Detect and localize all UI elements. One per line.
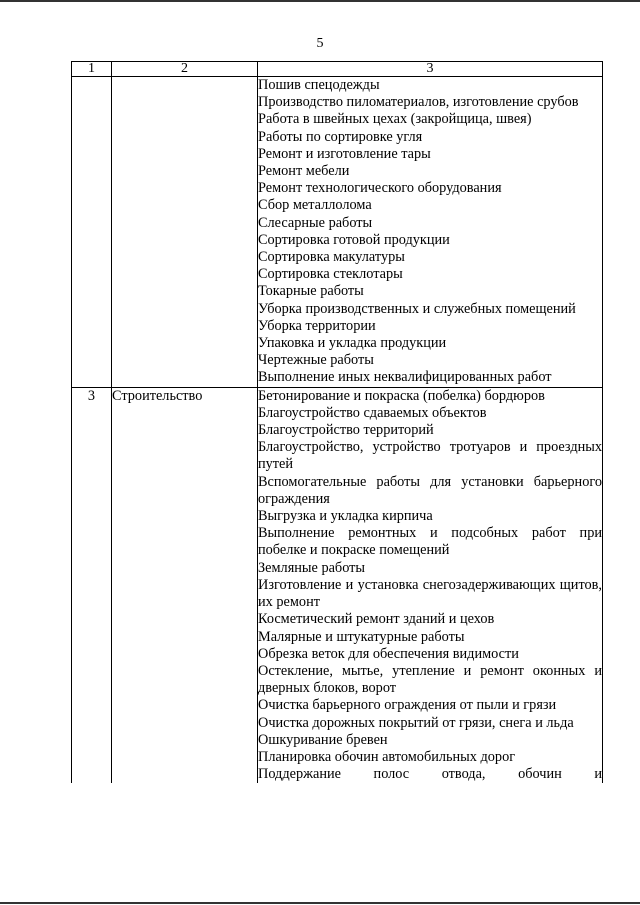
work-item: Бетонирование и покраска (побелка) бордюров bbox=[258, 387, 545, 404]
work-item: Обрезка веток для обеспечения видимости bbox=[258, 645, 519, 662]
work-item: Очистка барьерного ограждения от пыли и грязи bbox=[258, 697, 557, 714]
work-item: Очистка дорожных покрытий от грязи, снега и льда bbox=[258, 714, 574, 731]
table-row bbox=[72, 387, 603, 783]
work-item: Чертежные работы bbox=[258, 352, 374, 369]
work-item: Выполнение иных неквалифицированных работ bbox=[258, 369, 552, 386]
work-item: Выгрузка и укладка кирпича bbox=[258, 508, 433, 525]
table-header-row bbox=[72, 62, 603, 77]
work-item: Изготовление и установка снегозадерживающих щитов, их ремонт bbox=[258, 576, 602, 611]
work-item: Поддержание полос отвода, обочин и bbox=[258, 766, 602, 783]
work-item: Косметический ремонт зданий и цехов bbox=[258, 611, 495, 628]
row-items bbox=[258, 77, 603, 388]
work-item: Сбор металлолома bbox=[258, 197, 372, 214]
work-item: Слесарные работы bbox=[258, 214, 373, 231]
row-number: 3 bbox=[72, 387, 112, 783]
work-item: Земляные работы bbox=[258, 559, 366, 576]
work-item: Сортировка стеклотары bbox=[258, 266, 403, 283]
row-category bbox=[112, 77, 258, 388]
work-item: Малярные и штукатурные работы bbox=[258, 628, 465, 645]
work-item: Выполнение ремонтных и подсобных работ при побелке и покраске помещений bbox=[258, 525, 602, 559]
work-item: Ремонт и изготовление тары bbox=[258, 145, 431, 162]
scan-edge-top bbox=[0, 0, 640, 2]
scan-edge-bottom bbox=[0, 902, 640, 904]
work-item: Вспомогательные работы для установки барьерного ограждения bbox=[258, 473, 602, 507]
work-item: Ремонт технологического оборудования bbox=[258, 180, 502, 197]
work-item: Уборка производственных и служебных помещений bbox=[258, 300, 576, 317]
work-types-table bbox=[71, 61, 603, 783]
page-number: 5 bbox=[316, 36, 324, 51]
column-header-2: 2 bbox=[112, 62, 258, 77]
column-header-3: 3 bbox=[258, 62, 603, 77]
work-item: Работы по сортировке угля bbox=[258, 128, 423, 145]
work-item: Ошкуривание бревен bbox=[258, 731, 388, 748]
work-item: Благоустройство сдаваемых объектов bbox=[258, 404, 487, 421]
work-item: Ремонт мебели bbox=[258, 163, 350, 180]
row-items bbox=[258, 387, 603, 783]
work-item: Благоустройство, устройство тротуаров и проездных путей bbox=[258, 439, 602, 473]
work-item: Сортировка готовой продукции bbox=[258, 231, 450, 248]
work-item: Уборка территории bbox=[258, 317, 376, 334]
work-item: Остекление, мытье, утепление и ремонт оконных и дверных блоков, ворот bbox=[258, 662, 602, 697]
work-item: Работа в швейных цехах (закройщица, швея) bbox=[258, 111, 532, 128]
work-item: Пошив спецодежды bbox=[258, 77, 380, 93]
work-item: Производство пиломатериалов, изготовление срубов bbox=[258, 94, 579, 111]
work-item: Планировка обочин автомобильных дорог bbox=[258, 748, 516, 765]
work-item: Токарные работы bbox=[258, 283, 364, 300]
work-item: Благоустройство территорий bbox=[258, 422, 434, 439]
work-item: Сортировка макулатуры bbox=[258, 249, 405, 266]
work-item: Упаковка и укладка продукции bbox=[258, 335, 447, 352]
table-row bbox=[72, 77, 603, 388]
column-header-1: 1 bbox=[72, 62, 112, 77]
row-category: Строительство bbox=[112, 387, 258, 783]
row-number bbox=[72, 77, 112, 388]
